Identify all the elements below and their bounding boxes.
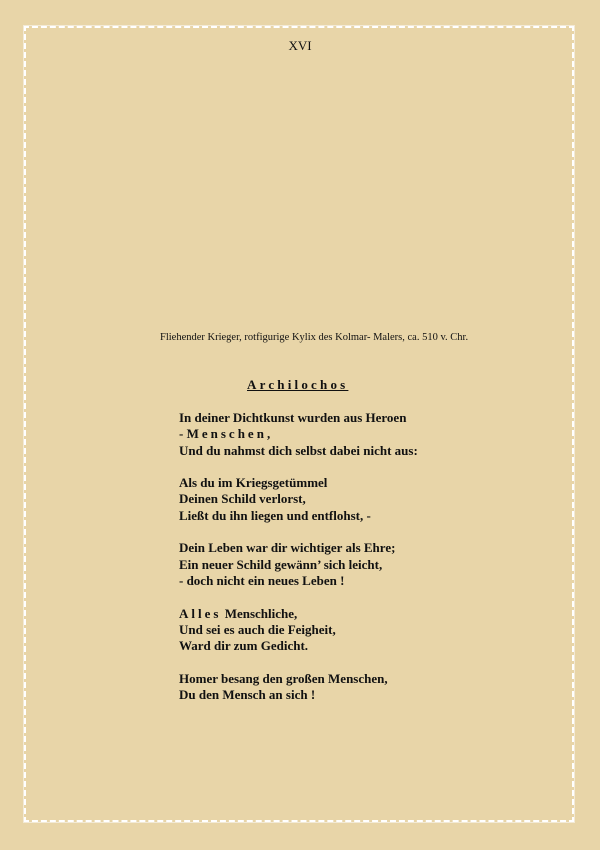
poem-line [179, 671, 418, 687]
poem-line [179, 573, 418, 589]
line-text: Menschliche, [221, 605, 298, 621]
poem-line [179, 426, 418, 442]
poem-body [179, 410, 418, 720]
image-caption: Fliehender Krieger, rotfigurige Kylix des Kolmar- Malers, ca. 510 v. Chr. [160, 332, 469, 343]
poem-stanza [179, 606, 418, 655]
poem-title: Archilochos [247, 377, 349, 392]
line-spaced-word: Alles [179, 605, 222, 621]
line-text: Ward dir zum Gedicht. [179, 638, 309, 654]
line-text: Und du nahmst dich selbst dabei nicht aus: [179, 442, 418, 458]
line-text: , [266, 426, 271, 442]
poem-line [179, 622, 418, 638]
line-text: Als du im Kriegsgetümmel [179, 475, 328, 491]
line-text: - doch nicht ein neues Leben ! [179, 572, 345, 588]
poem-stanza [179, 540, 418, 589]
poem-line [179, 443, 418, 459]
line-text: Homer besang den großen Menschen, [179, 670, 388, 686]
poem-line [179, 491, 418, 507]
line-text: Ein neuer Schild gewänn’ sich leicht, [179, 556, 383, 572]
line-text: Und sei es auch die Feigheit, [179, 621, 336, 637]
poem-line [179, 410, 418, 426]
poem-stanza [179, 475, 418, 524]
poem-line [179, 557, 418, 573]
poem-stanza [179, 671, 418, 704]
line-text: Deinen Schild verlorst, [179, 491, 306, 507]
poem-stanza [179, 410, 418, 459]
poem-line [179, 475, 418, 491]
page-number: XVI [288, 38, 312, 53]
poem-line [179, 540, 418, 556]
poem-line [179, 606, 418, 622]
poem-line [179, 638, 418, 654]
line-prefix: - [179, 426, 187, 442]
line-text: Ließt du ihn liegen und entflohst, - [179, 507, 371, 523]
poem-line [179, 687, 418, 703]
line-spaced-word: Menschen [186, 426, 267, 442]
line-text: Du den Mensch an sich ! [179, 687, 316, 703]
poem-line [179, 508, 418, 524]
line-text: Dein Leben war dir wichtiger als Ehre; [179, 540, 396, 556]
line-text: In deiner Dichtkunst wurden aus Heroen [179, 410, 407, 425]
